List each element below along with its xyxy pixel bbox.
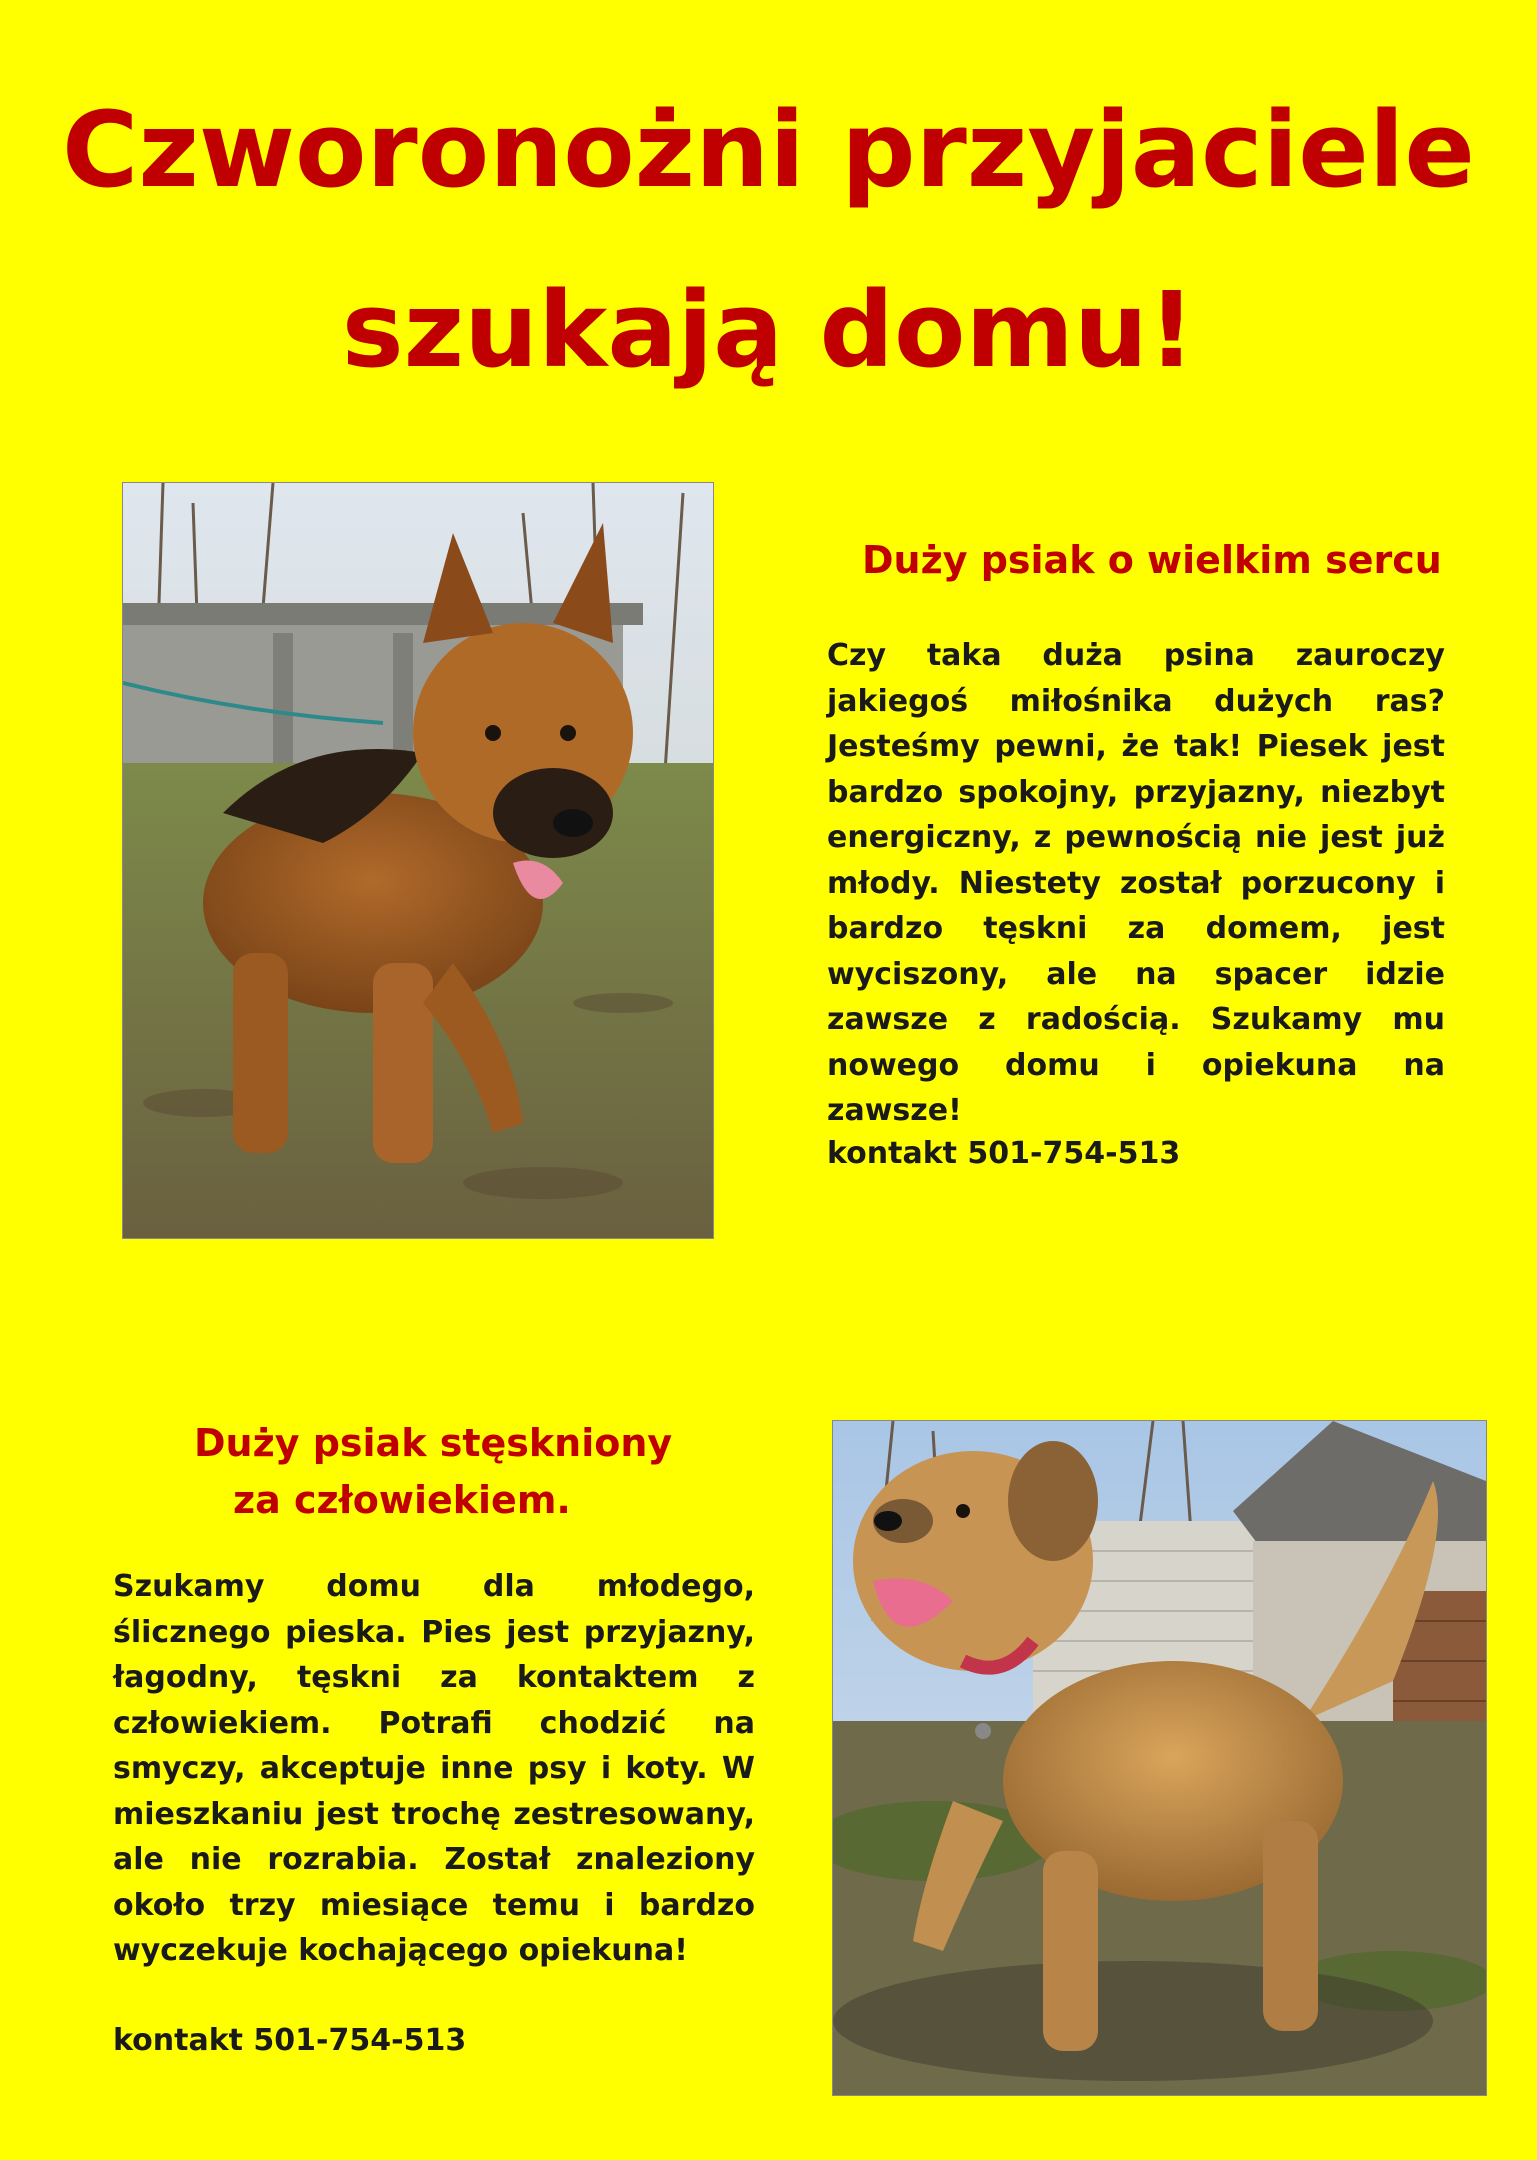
dog1-heading: Duży psiak o wielkim sercu <box>862 538 1442 582</box>
dog2-heading-line-2: za człowiekiem. <box>233 1478 571 1522</box>
dog2-contact: kontakt 501-754-513 <box>113 2023 467 2058</box>
dog1-photo <box>122 482 714 1239</box>
dog1-description: Czy taka duża psina zauroczy jakiegoś miłośnika dużych ras? Jesteśmy pewni, że tak! Piesek jest bardzo spokojny, przyjazny, niezbyt energiczny, z pewnością nie jest już młody. Niestety został porzucony i bardzo tęskni za domem, jest wyciszony, ale na spacer idzie zawsze z radością. Szukamy mu nowego domu i opiekuna na zawsze! <box>827 638 1445 1128</box>
dog1-contact: kontakt 501-754-513 <box>827 1136 1181 1171</box>
dog2-description: Szukamy domu dla młodego, ślicznego pieska. Pies jest przyjazny, łagodny, tęskni za kontaktem z człowiekiem. Potrafi chodzić na smyczy, akceptuje inne psy i koty. W mieszkaniu jest trochę zestresowany, ale nie rozrabia. Został znaleziony około trzy miesiące temu i bardzo wyczekuje kochającego opiekuna! <box>113 1569 755 1968</box>
dog2-photo <box>832 1420 1487 2096</box>
dog2-heading-line-1: Duży psiak stęskniony <box>194 1421 673 1465</box>
title-line-1: Czworonożni przyjaciele <box>62 89 1475 211</box>
golden-dog-photo <box>833 1421 1486 2095</box>
poster-title <box>0 60 1537 420</box>
title-line-2: szukają domu! <box>341 269 1196 391</box>
german-shepherd-photo <box>123 483 713 1238</box>
